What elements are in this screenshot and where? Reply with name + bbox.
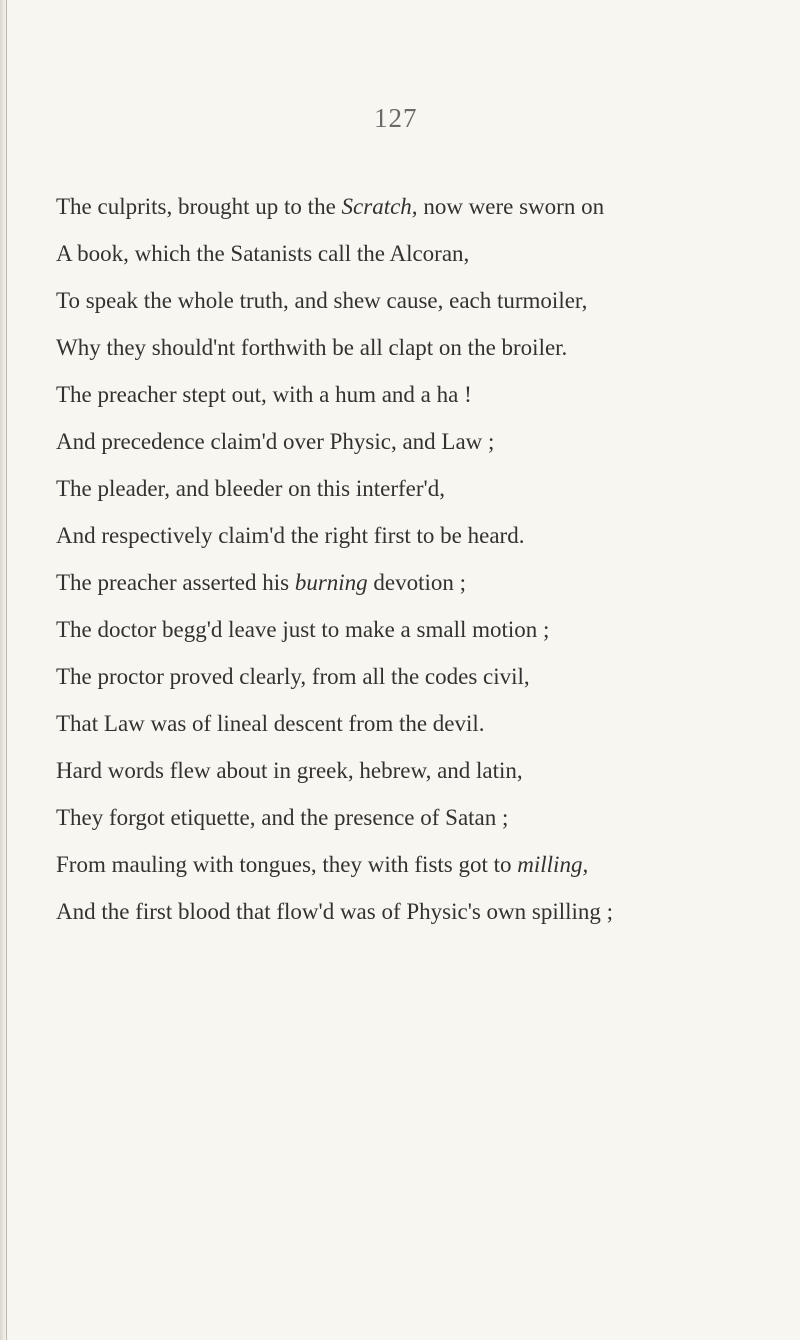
poem-line-segment: A book, which the Satanists call the Alcoran, <box>56 241 470 266</box>
poem-line-segment: To speak the whole truth, and shew cause, each turmoiler, <box>56 288 588 313</box>
poem-line-segment: The preacher asserted his <box>56 570 295 595</box>
poem-line <box>56 568 466 598</box>
poem-line <box>56 192 604 222</box>
poem-line-segment: The doctor begg'd leave just to make a small motion ; <box>56 617 550 642</box>
poem-line <box>56 474 445 504</box>
poem-line <box>56 239 469 269</box>
poem-line-segment: The preacher stept out, with a hum and a ha ! <box>56 382 472 407</box>
poem-line-segment: Hard words flew about in greek, hebrew, and latin, <box>56 758 523 783</box>
poem-line <box>56 803 508 833</box>
poem-line <box>56 709 485 739</box>
poem-line <box>56 662 530 692</box>
poem-line-segment: devotion ; <box>367 570 467 595</box>
poem-line <box>56 897 613 927</box>
poem-line-segment: The pleader, and bleeder on this interfer'd, <box>56 476 445 501</box>
poem-line-segment: They forgot etiquette, and the presence of Satan ; <box>56 805 509 830</box>
poem-line <box>56 850 588 880</box>
poem-line-segment: And the first blood that flow'd was of Physic's own spilling ; <box>56 899 614 924</box>
poem-line <box>56 756 523 786</box>
poem-line <box>56 380 472 410</box>
poem-line-segment: From mauling with tongues, they with fists got to <box>56 852 518 877</box>
poem-line-segment: And respectively claim'd the right first to be heard. <box>56 523 525 548</box>
poem-line-italic-segment: Scratch, <box>341 194 418 219</box>
poem-line <box>56 427 494 457</box>
page-number: 127 <box>374 103 418 133</box>
page-edge-line <box>6 0 7 1340</box>
poem-line-segment: The culprits, brought up to the <box>56 194 342 219</box>
poem-line-italic-segment: milling, <box>517 852 589 877</box>
poem-line-italic-segment: burning <box>294 570 368 595</box>
poem-line <box>56 333 567 363</box>
poem-line-segment: The proctor proved clearly, from all the codes civil, <box>56 664 530 689</box>
poem-line-segment: now were sworn on <box>417 194 605 219</box>
poem-line-segment: And precedence claim'd over Physic, and Law ; <box>56 429 495 454</box>
poem-line <box>56 521 524 551</box>
poem-line <box>56 615 549 645</box>
poem-line-segment: That Law was of lineal descent from the devil. <box>56 711 485 736</box>
poem-line <box>56 286 587 316</box>
poem-line-segment: Why they should'nt forthwith be all clapt on the broiler. <box>56 335 568 360</box>
